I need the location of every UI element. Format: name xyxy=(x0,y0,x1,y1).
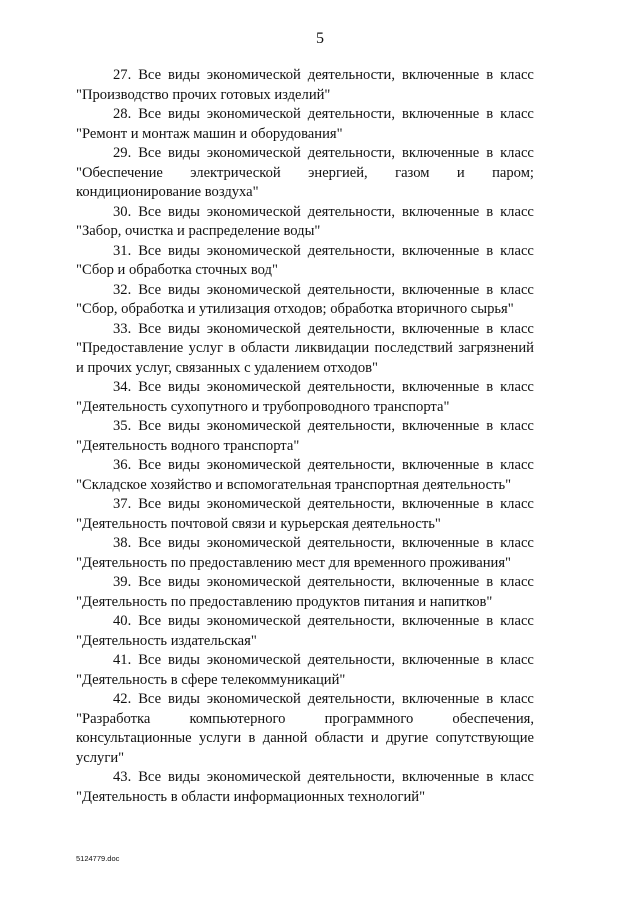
item-number: 39. xyxy=(113,574,132,590)
page-number: 5 xyxy=(316,30,324,47)
item-number: 37. xyxy=(113,496,132,512)
item-class-name: "Деятельность в сфере телекоммуникаций" xyxy=(76,671,346,688)
list-item xyxy=(76,768,534,807)
item-first-line: 29. Все виды экономической деятельности, включенные в класс xyxy=(76,144,534,164)
item-number: 28. xyxy=(113,106,132,122)
document-filename: 5124779.doc xyxy=(76,854,120,863)
item-number: 41. xyxy=(113,652,132,668)
list-item xyxy=(76,203,534,242)
item-class-name: "Деятельность издательская" xyxy=(76,632,257,649)
item-first-line: 37. Все виды экономической деятельности, включенные в класс xyxy=(76,495,534,515)
item-class-name: "Ремонт и монтаж машин и оборудования" xyxy=(76,125,343,142)
list-item xyxy=(76,612,534,651)
item-class-name: "Сбор, обработка и утилизация отходов; обработка вторичного сырья" xyxy=(76,301,514,317)
list-item xyxy=(76,495,534,534)
list-item xyxy=(76,320,534,379)
item-first-line: 31. Все виды экономической деятельности, включенные в класс xyxy=(76,242,534,262)
item-first-line: 38. Все виды экономической деятельности, включенные в класс xyxy=(76,534,534,554)
item-first-line: 33. Все виды экономической деятельности, включенные в класс xyxy=(76,320,534,340)
item-first-line: 42. Все виды экономической деятельности, включенные в класс xyxy=(76,690,534,710)
item-number: 36. xyxy=(113,457,132,473)
item-first-line: 30. Все виды экономической деятельности, включенные в класс xyxy=(76,203,534,223)
item-first-line: 39. Все виды экономической деятельности, включенные в класс xyxy=(76,573,534,593)
item-class-name-continued: консультационные услуги в данной области и другие сопутствующие услуги" xyxy=(76,730,534,766)
item-class-name: "Деятельность по предоставлению продуктов питания и напитков" xyxy=(76,593,493,610)
item-number: 35. xyxy=(113,418,132,434)
item-first-line: 34. Все виды экономической деятельности, включенные в класс xyxy=(76,378,534,398)
list-item xyxy=(76,378,534,417)
item-number: 34. xyxy=(113,379,132,395)
item-number: 30. xyxy=(113,203,132,220)
item-first-line: 43. Все виды экономической деятельности, включенные в класс xyxy=(76,768,534,788)
item-class-name: "Деятельность в области информационных технологий" xyxy=(76,788,426,805)
item-number: 27. xyxy=(113,67,132,83)
item-first-line: 27. Все виды экономической деятельности, включенные в класс xyxy=(76,66,534,86)
item-number: 42. xyxy=(113,691,132,707)
list-item xyxy=(76,573,534,612)
item-first-line: 32. Все виды экономической деятельности, включенные в класс xyxy=(76,281,534,301)
list-item xyxy=(76,105,534,144)
item-first-line: 36. Все виды экономической деятельности, включенные в класс xyxy=(76,456,534,476)
list-item xyxy=(76,281,534,320)
item-class-name: "Деятельность по предоставлению мест для временного проживания" xyxy=(76,554,511,571)
item-class-name: "Складское хозяйство и вспомогательная транспортная деятельность" xyxy=(76,476,512,493)
item-class-name: "Сбор и обработка сточных вод" xyxy=(76,262,278,278)
item-first-line: 28. Все виды экономической деятельности, включенные в класс xyxy=(76,105,534,125)
list-item xyxy=(76,66,534,105)
list-item xyxy=(76,534,534,573)
item-number: 33. xyxy=(113,320,132,337)
list-item xyxy=(76,144,534,203)
item-number: 31. xyxy=(113,242,132,259)
list-item xyxy=(76,456,534,495)
document-body xyxy=(76,66,534,807)
list-item xyxy=(76,242,534,281)
list-item xyxy=(76,651,534,690)
item-first-line: 35. Все виды экономической деятельности, включенные в класс xyxy=(76,417,534,437)
item-number: 29. xyxy=(113,145,132,161)
item-number: 32. xyxy=(113,281,132,298)
item-class-name: "Деятельность водного транспорта" xyxy=(76,437,300,454)
item-class-name: "Обеспечение электрической энергией, газом и паром; кондиционирование воздуха" xyxy=(76,164,534,200)
item-first-line: 40. Все виды экономической деятельности, включенные в класс xyxy=(76,612,534,632)
list-item xyxy=(76,690,534,768)
item-number: 43. xyxy=(113,769,132,785)
item-first-line: 41. Все виды экономической деятельности, включенные в класс xyxy=(76,651,534,671)
item-number: 40. xyxy=(113,613,132,629)
item-class-name: "Предоставление услуг в области ликвидации последствий загрязнений и прочих услуг, связанных с удалением отходов" xyxy=(76,340,534,376)
item-number: 38. xyxy=(113,535,132,551)
list-item xyxy=(76,417,534,456)
item-class-name: "Деятельность сухопутного и трубопроводного транспорта" xyxy=(76,398,450,415)
item-class-name: "Разработка компьютерного программного обеспечения, xyxy=(76,710,534,727)
item-class-name: "Производство прочих готовых изделий" xyxy=(76,86,331,103)
item-class-name: "Деятельность почтовой связи и курьерская деятельность" xyxy=(76,515,441,532)
item-class-name: "Забор, очистка и распределение воды" xyxy=(76,223,321,239)
